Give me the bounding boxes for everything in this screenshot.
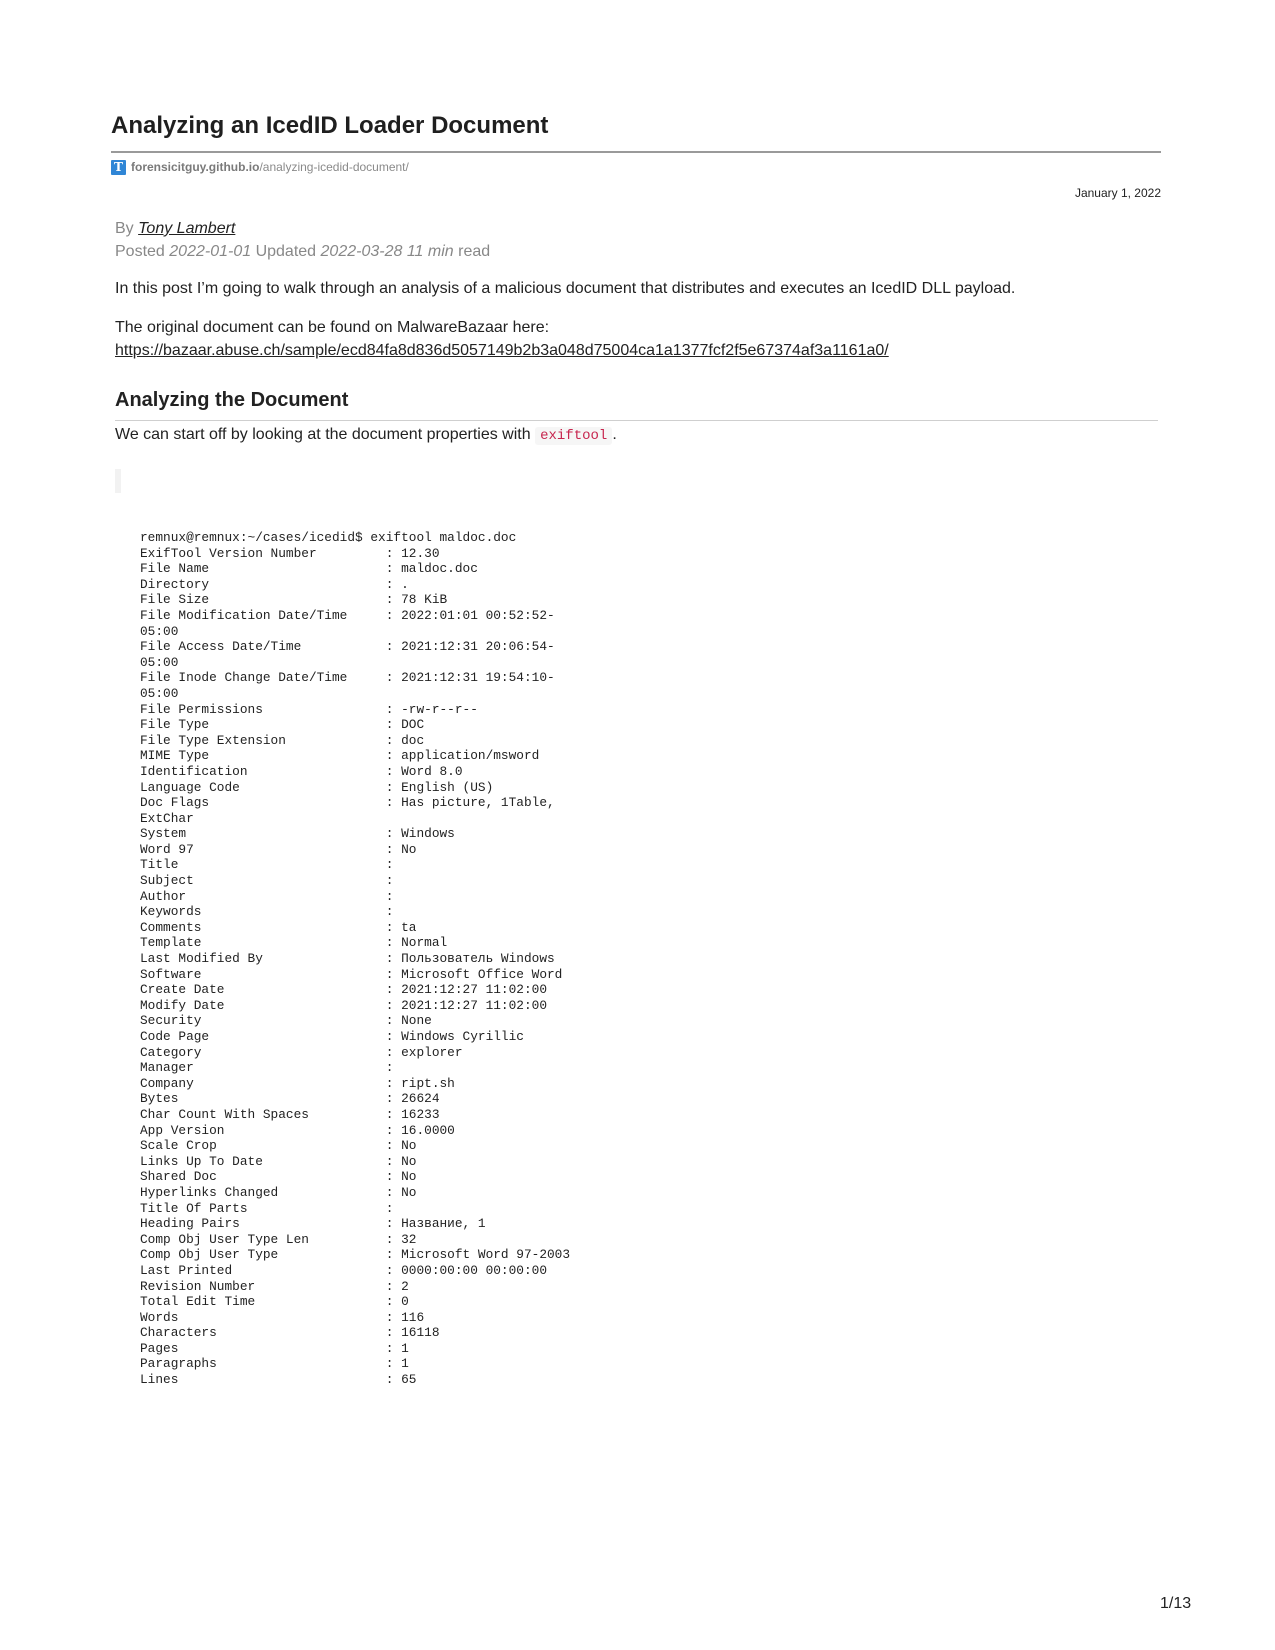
- read-label: read: [458, 243, 491, 260]
- malwarebazaar-link[interactable]: https://bazaar.abuse.ch/sample/ecd84fa8d836d5057149b2b3a048d75004ca1a1377fcf2f5e67374af3a1161a0/: [115, 342, 889, 359]
- byline: [115, 220, 235, 238]
- posted-label: Posted: [115, 243, 165, 260]
- updated-label: Updated: [255, 243, 317, 260]
- posted-date: 2022-01-01: [169, 243, 252, 260]
- source-domain[interactable]: forensicitguy.github.io: [131, 160, 260, 174]
- exiftool-paragraph: [115, 423, 617, 448]
- exiftool-lead-period: .: [612, 426, 617, 443]
- read-time: 11 min: [406, 243, 454, 260]
- title-divider: [111, 151, 1161, 153]
- author-link[interactable]: Tony Lambert: [138, 220, 236, 237]
- exiftool-output-code-block[interactable]: remnux@remnux:~/cases/icedid$ exiftool maldoc.doc ExifTool Version Number : 12.30 File Name : maldoc.doc Directory : . File Size : 78 KiB File Modification Date/Time : 2022:01:01 00:52:52- 05:00 File Access Date/Time : 2021:12:31 20:06:54- 05:00 File Inode Change Date/Time : 2021:12:31 19:54:10- 05:00 File Permissions : -rw-r--r-- File Type : DOC File Type Extension : doc MIME Type : application/msword Identification : Word 8.0 Language Code : English (US) Doc Flags : Has picture, 1Table, ExtChar System : Windows Word 97 : No Title : Subject : Author : Keywords : Comments : ta Template : Normal Last Modified By : Пользователь Windows Software : Microsoft Office Word Create Date : 2021:12:27 11:02:00 Modify Date : 2021:12:27 11:02:00 Security : None Code Page : Windows Cyrillic Category : explorer Manager : Company : ript.sh Bytes : 26624 Char Count With Spaces : 16233 App Version : 16.0000 Scale Crop : No Links Up To Date : No Shared Doc : No Hyperlinks Changed : No Title Of Parts : Heading Pairs : Название, 1 Comp Obj User Type Len : 32 Comp Obj User Type : Microsoft Word 97-2003 Last Printed : 0000:00:00 00:00:00 Revision Number : 2 Total Edit Time : 0 Words : 116 Characters : 16118 Pages : 1 Paragraphs : 1 Lines : 65: [140, 530, 571, 1388]
- page-number: 1/13: [1160, 1595, 1192, 1612]
- by-label: By: [115, 220, 134, 237]
- clip-date: January 1, 2022: [1074, 186, 1161, 200]
- updated-date: 2022-03-28: [320, 243, 403, 260]
- exiftool-inline-code: exiftool: [535, 427, 612, 445]
- source-line[interactable]: [111, 159, 409, 175]
- section-heading: Analyzing the Document: [115, 389, 349, 411]
- source-path[interactable]: /analyzing-icedid-document/: [259, 160, 409, 174]
- post-meta: [115, 243, 490, 261]
- original-text: The original document can be found on MalwareBazaar here:: [115, 319, 550, 336]
- section-divider: [115, 420, 1158, 421]
- intro-paragraph: In this post I’m going to walk through an analysis of a malicious document that distributes and executes an IcedID DLL payload.: [115, 280, 1016, 297]
- exiftool-lead-text: We can start off by looking at the document properties with: [115, 426, 531, 443]
- page-title: Analyzing an IcedID Loader Document: [111, 112, 549, 139]
- original-paragraph: [115, 316, 889, 362]
- code-block-marker: [115, 469, 121, 493]
- site-favicon-icon: T: [111, 160, 126, 175]
